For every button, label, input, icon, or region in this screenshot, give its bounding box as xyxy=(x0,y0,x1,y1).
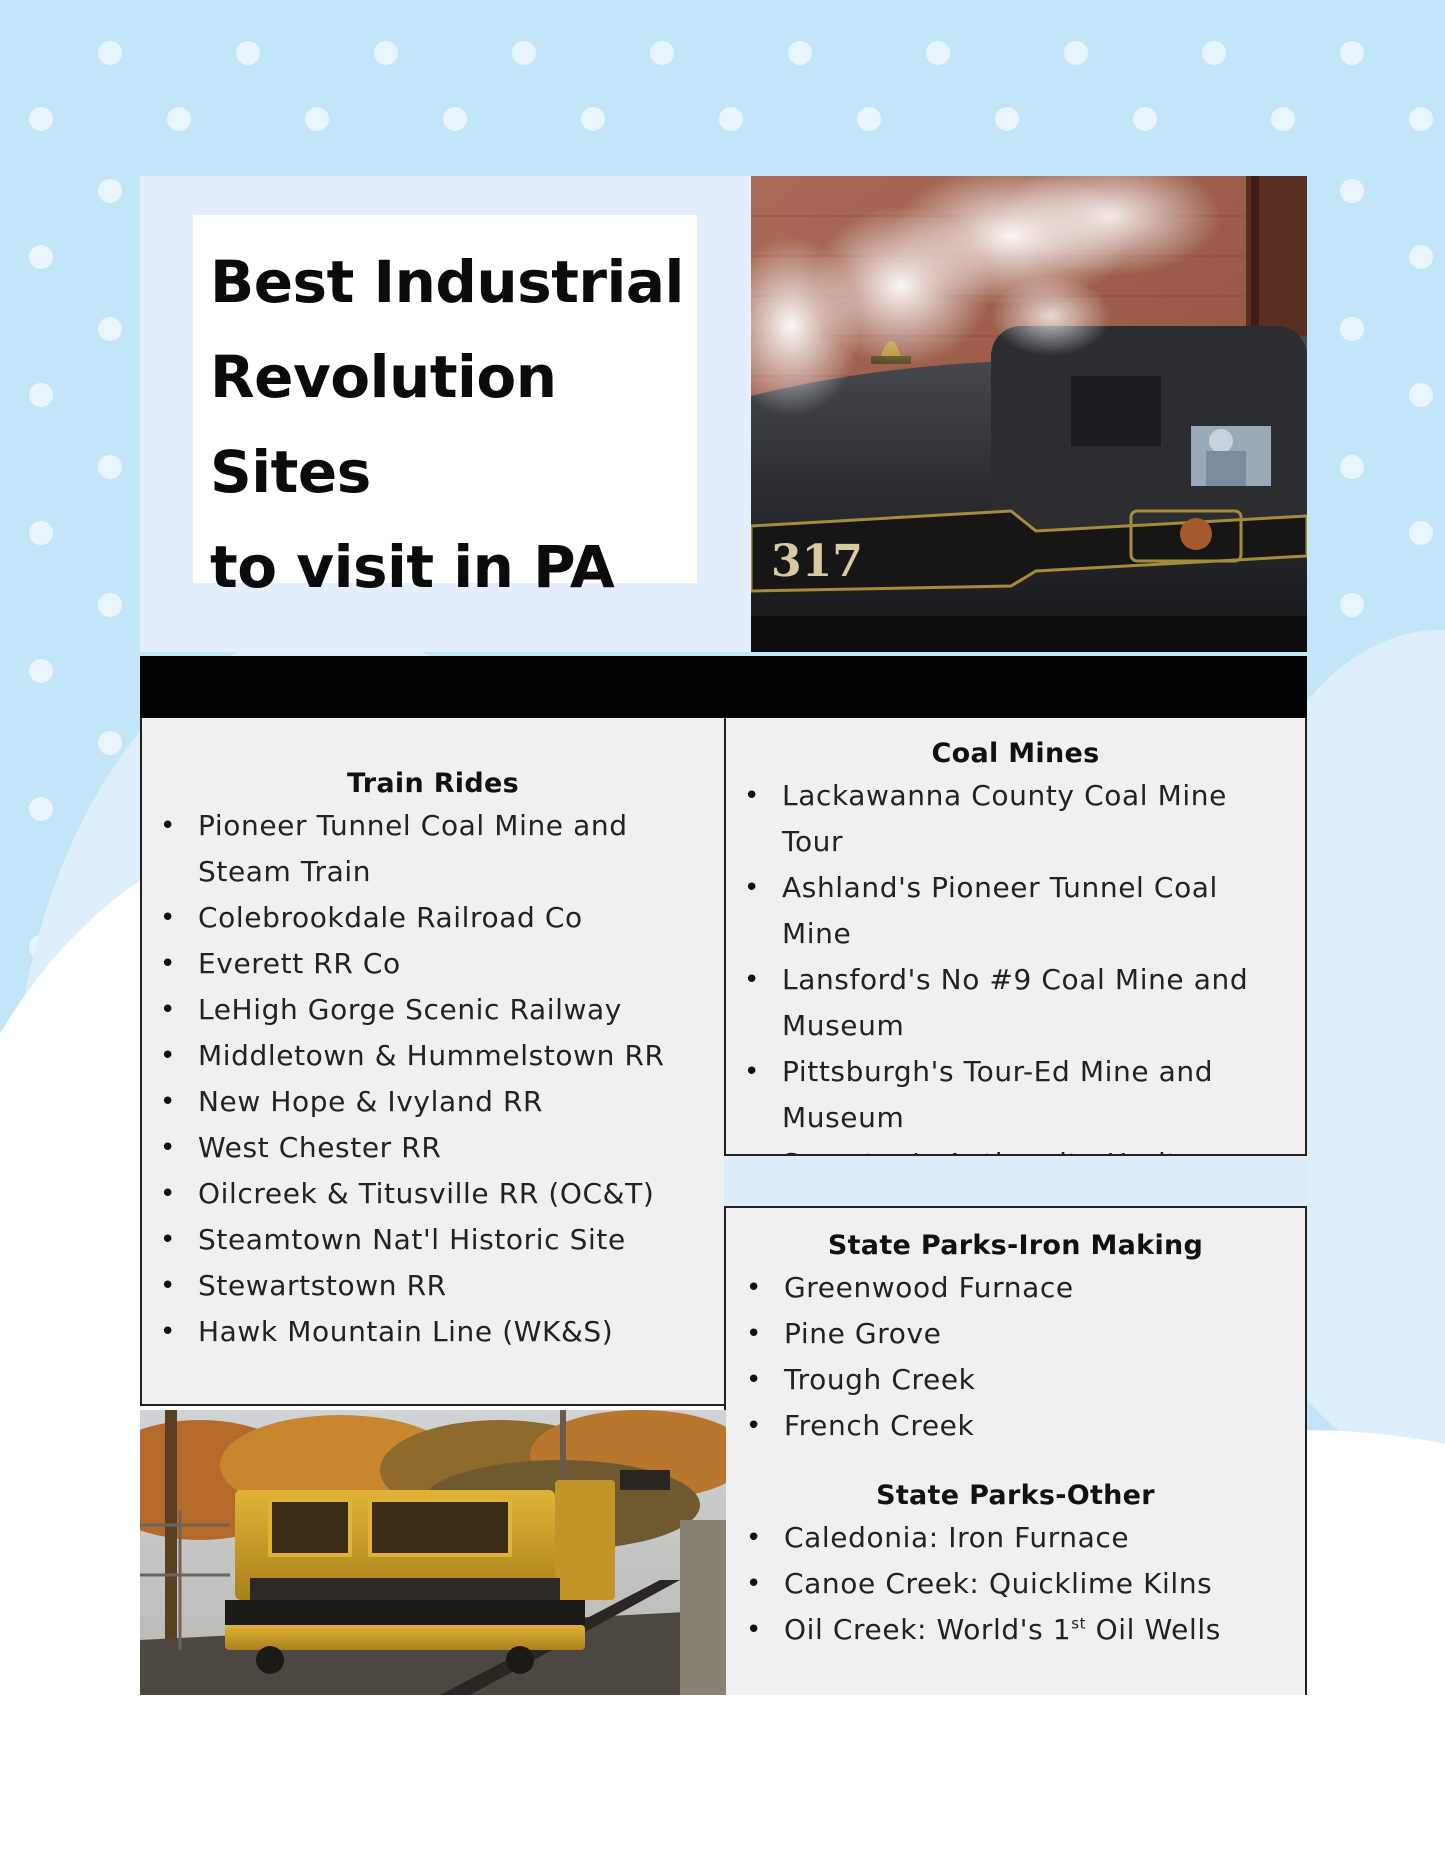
list-item: • New Hope & Ivyland RR xyxy=(198,1079,714,1125)
list-item: • Stewartstown RR xyxy=(198,1263,714,1309)
other-parks-section xyxy=(724,1460,1307,1695)
list-item xyxy=(784,1607,1305,1653)
list-item: • Pioneer Tunnel Coal Mine and Steam Train xyxy=(198,803,714,895)
list-item: • Everett RR Co xyxy=(198,941,714,987)
page-title xyxy=(210,235,697,615)
list-item: • Oilcreek & Titusville RR (OC&T) xyxy=(198,1171,714,1217)
iron-making-list xyxy=(784,1265,1305,1449)
list-item: • Canoe Creek: Quicklime Kilns xyxy=(784,1561,1305,1607)
train-rides-heading: Train Rides xyxy=(347,768,519,799)
ordinal-suffix: st xyxy=(1071,1614,1087,1633)
list-item: • Colebrookdale Railroad Co xyxy=(198,895,714,941)
train-rides-section xyxy=(140,718,726,1406)
title-panel xyxy=(140,176,751,652)
iron-making-heading: State Parks-Iron Making xyxy=(827,1230,1204,1261)
train-rides-list xyxy=(198,803,714,1355)
spacer-strip xyxy=(724,1156,1307,1206)
list-item: • Lackawanna County Coal Mine Tour xyxy=(782,773,1285,865)
list-item: • Hawk Mountain Line (WK&S) xyxy=(198,1309,714,1355)
title-card xyxy=(193,215,697,601)
locomotive-number: 317 xyxy=(771,536,863,587)
title-line-3: to visit in PA xyxy=(210,533,615,601)
other-parks-heading: State Parks-Other xyxy=(876,1480,1155,1511)
coal-mines-heading: Coal Mines xyxy=(931,738,1100,769)
other-parks-list xyxy=(784,1515,1305,1653)
list-item: • French Creek xyxy=(784,1403,1305,1449)
section-divider-bar xyxy=(140,656,1307,718)
list-item: • Pittsburgh's Tour-Ed Mine and Museum xyxy=(782,1049,1285,1141)
list-item: • Ashland's Pioneer Tunnel Coal Mine xyxy=(782,865,1285,957)
mine-cart-photo xyxy=(140,1410,726,1695)
list-item: • Greenwood Furnace xyxy=(784,1265,1305,1311)
oil-wells-text: Oil Wells xyxy=(1086,1613,1221,1646)
list-item: • West Chester RR xyxy=(198,1125,714,1171)
iron-making-section xyxy=(724,1206,1307,1462)
list-item: • Lansford's No #9 Coal Mine and Museum xyxy=(782,957,1285,1049)
title-line-2: Revolution Sites xyxy=(210,343,557,506)
list-item: • Steamtown Nat'l Historic Site xyxy=(198,1217,714,1263)
list-item: • Pine Grove xyxy=(784,1311,1305,1357)
oil-creek-text: Oil Creek: World's 1 xyxy=(784,1613,1072,1646)
coal-mines-section xyxy=(724,718,1307,1156)
list-item: • Trough Creek xyxy=(784,1357,1305,1403)
list-item: • Caledonia: Iron Furnace xyxy=(784,1515,1305,1561)
steam-locomotive-photo xyxy=(751,176,1307,652)
list-item: • LeHigh Gorge Scenic Railway xyxy=(198,987,714,1033)
title-line-1: Best Industrial xyxy=(210,248,684,316)
list-item: • Middletown & Hummelstown RR xyxy=(198,1033,714,1079)
